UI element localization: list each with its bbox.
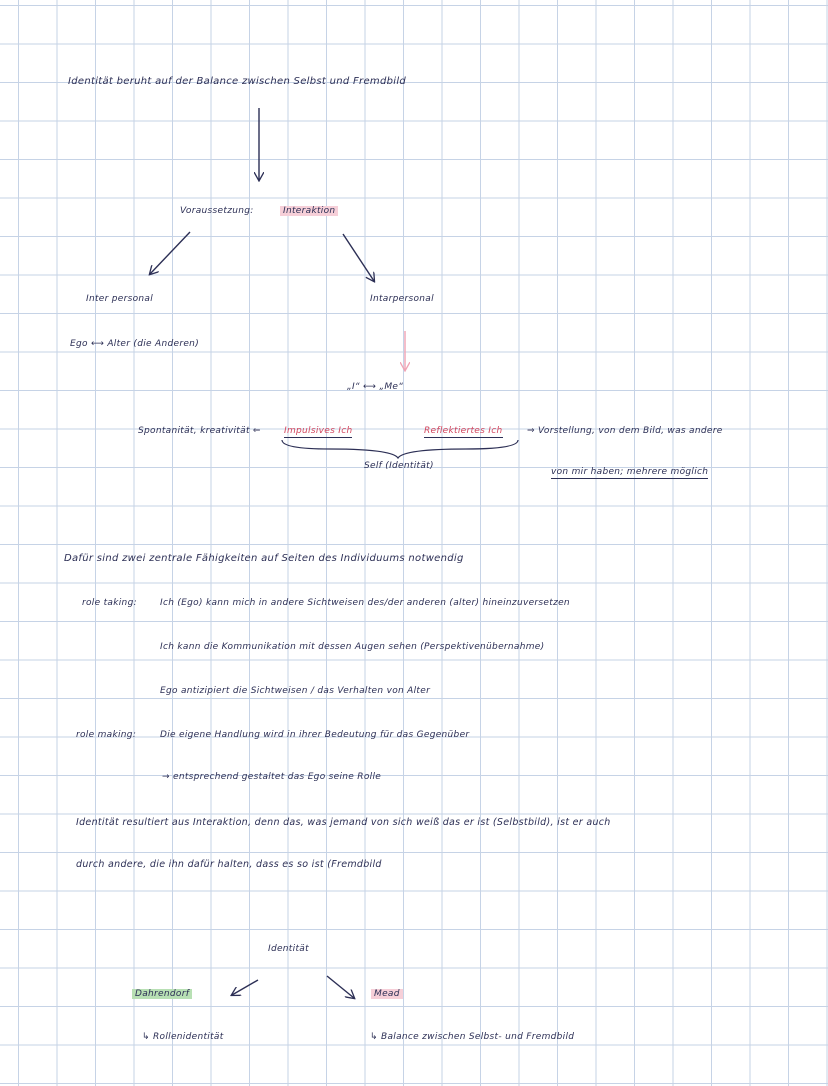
identitaet-line-2: durch andere, die ihn dafür halten, dass es so ist (Fremdbild <box>76 859 382 870</box>
role-taking-label: role taking: <box>82 598 137 608</box>
role-making-line-2: → entsprechend gestaltet das Ego seine Rolle <box>162 772 382 782</box>
voraussetzung-label: Voraussetzung: <box>180 206 254 216</box>
interpersonal-label: Inter personal <box>86 294 154 304</box>
ego-alter-line: Ego ⟷ Alter (die Anderen) <box>70 339 199 349</box>
role-taking-line-3: Ego antizipiert die Sichtweisen / das Verhalten von Alter <box>160 686 431 696</box>
von-mir-text: von mir haben; mehrere möglich <box>551 467 709 477</box>
arrow-to-intra <box>343 234 374 281</box>
role-taking-line-2: Ich kann die Kommunikation mit dessen Augen sehen (Perspektivenübernahme) <box>160 642 545 652</box>
role-making-label: role making: <box>76 730 137 740</box>
spontanitaet-text: Spontanität, kreativität ⇐ <box>138 426 261 436</box>
i-me-line: „I“ ⟷ „Me“ <box>347 382 404 392</box>
intrapersonal-label: Intarpersonal <box>370 294 434 304</box>
self-identitaet: Self (Identität) <box>364 461 434 471</box>
arrow-to-mead <box>327 976 354 998</box>
identitaet-line-1: Identität resultiert aus Interaktion, denn das, was jemand von sich weiß das er ist (Selbstbild), ist er auch <box>76 817 611 828</box>
reflektiertes-ich: Reflektiertes Ich <box>424 426 503 436</box>
balance-line: ↳ Balance zwischen Selbst- und Fremdbild <box>370 1032 575 1042</box>
arrow-to-inter <box>150 232 190 274</box>
voraussetzung-value: Interaktion <box>280 206 338 216</box>
mead-label: Mead <box>371 989 403 999</box>
intro-line: Identität beruht auf der Balance zwischen Selbst und Fremdbild <box>68 76 407 87</box>
role-making-line-1: Die eigene Handlung wird in ihrer Bedeutung für das Gegenüber <box>160 730 470 740</box>
vorstellung-text: ⇒ Vorstellung, von dem Bild, was andere <box>527 426 723 436</box>
self-brace <box>282 440 518 458</box>
dahrendorf-label: Dahrendorf <box>132 989 192 999</box>
dafuer-line: Dafür sind zwei zentrale Fähigkeiten auf Seiten des Individuums notwendig <box>64 553 464 564</box>
identitaet-title: Identität <box>268 944 309 954</box>
role-taking-line-1: Ich (Ego) kann mich in andere Sichtweisen des/der anderen (alter) hineinzuversetzen <box>160 598 570 608</box>
rollenidentitaet-line: ↳ Rollenidentität <box>142 1032 224 1042</box>
arrow-to-dahrendorf <box>232 980 258 995</box>
impulsives-ich: Impulsives Ich <box>284 426 353 436</box>
